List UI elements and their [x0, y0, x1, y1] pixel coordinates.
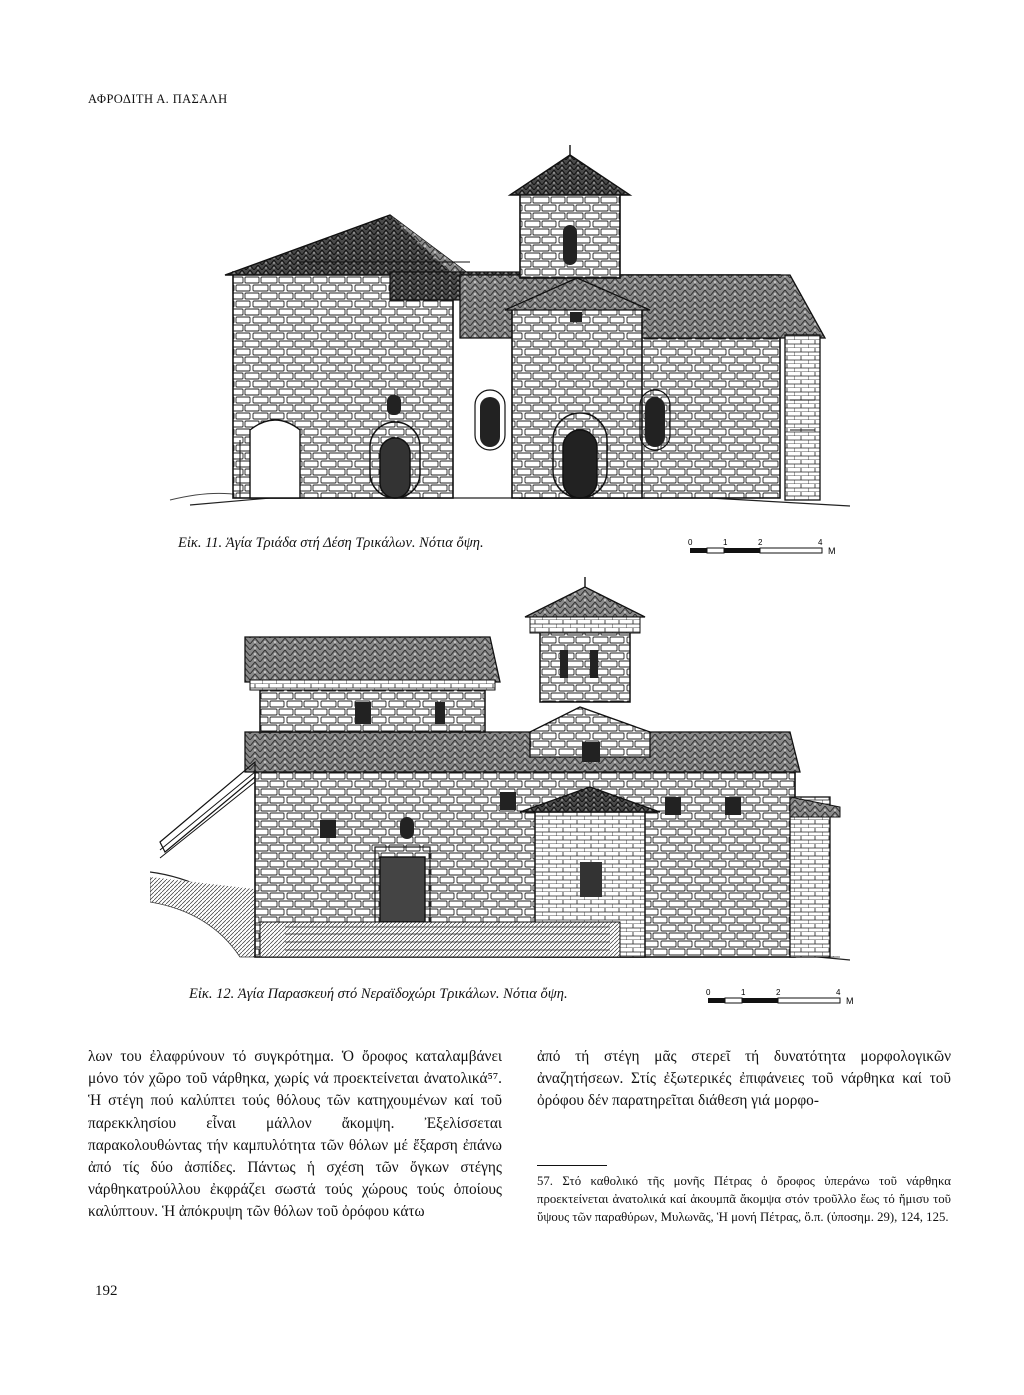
- scale-tick-2: 2: [758, 538, 763, 547]
- church-elevation-drawing: [150, 140, 850, 525]
- paragraph: λων του ἐλαφρύνουν τό συγκρότημα. Ὁ ὄροφος καταλαμβάνει μόνο τόν χῶρο τοῦ νάρθηκα, χωρίς νά προεκτείνεται ἀνατολικά⁵⁷. Ἡ στέγη πού καλύπτει τούς θόλους τῶν κατηχουμένων καί τοῦ παρεκκλησίου εἶναι μάλλον ἄκομψη. Ἐξελίσσεται παρακολουθώντας τήν καμπυλότητα τῶν θόλων μέ ἔξαρση ἐπάνω ἀπό τίς δύο ἀσπίδες. Πάντως ἡ σχέση τῶν ὄγκων στέγης νάρθηκατρούλλου ἐκφράζει σωστά τούς χώρους τούς ὁποίους καλύπτουν. Ἡ ἀπόκρυψη τῶν θόλων τοῦ ὀρόφου κάτω: [88, 1048, 502, 1221]
- figure-11-drawing: [150, 140, 850, 525]
- page-number: 192: [95, 1283, 118, 1299]
- body-text-left-column: [88, 1046, 502, 1224]
- scale-tick-4: 4: [836, 988, 841, 997]
- scale-tick-0: 0: [688, 538, 693, 547]
- church-elevation-drawing-2: [150, 572, 850, 982]
- paragraph: ἀπό τή στέγη μᾶς στερεῖ τή δυνατότητα μορφολογικῶν ἀναζητήσεων. Στίς ἐξωτερικές ἐπιφάνειες τοῦ νάρθηκα καί τοῦ ὀρόφου δέν παρατηρεῖται διάθεση γιά μορφο-: [537, 1048, 951, 1110]
- running-head: ΑΦΡΟΔΙΤΗ Α. ΠΑΣΑΛΗ: [88, 92, 228, 106]
- figure-12-scale-bar: [706, 987, 866, 1011]
- scale-unit: M: [828, 546, 836, 556]
- scale-tick-4: 4: [818, 538, 823, 547]
- figure-11-caption: Εἰκ. 11. Ἁγία Τριάδα στή Δέση Τρικάλων. Νότια ὄψη.: [178, 535, 484, 551]
- footnote-rule: [537, 1165, 607, 1166]
- figure-12-caption: Εἰκ. 12. Ἁγία Παρασκευή στό Νεραϊδοχώρι Τρικάλων. Νότια ὄψη.: [189, 986, 568, 1002]
- figure-11-scale-bar: [688, 537, 848, 561]
- figure-12-drawing: [150, 572, 850, 982]
- scale-unit: M: [846, 996, 854, 1006]
- scale-tick-0: 0: [706, 988, 711, 997]
- scale-tick-1: 1: [741, 988, 746, 997]
- footnote-57: 57. Στό καθολικό τῆς μονῆς Πέτρας ὁ ὄροφος ὑπεράνω τοῦ νάρθηκα προεκτείνεται ἀνατολικά καί ἀκουμπᾶ ἄκομψα στόν τροῦλλο ἕως τό ἥμισυ τοῦ ὕψους τῶν παραθύρων, Μυλωνᾶς, Ἡ μονή Πέτρας, ὅ.π. (ὑποσημ. 29), 124, 125.: [537, 1174, 951, 1224]
- scale-tick-2: 2: [776, 988, 781, 997]
- body-text-right-column: [537, 1046, 951, 1113]
- scale-tick-1: 1: [723, 538, 728, 547]
